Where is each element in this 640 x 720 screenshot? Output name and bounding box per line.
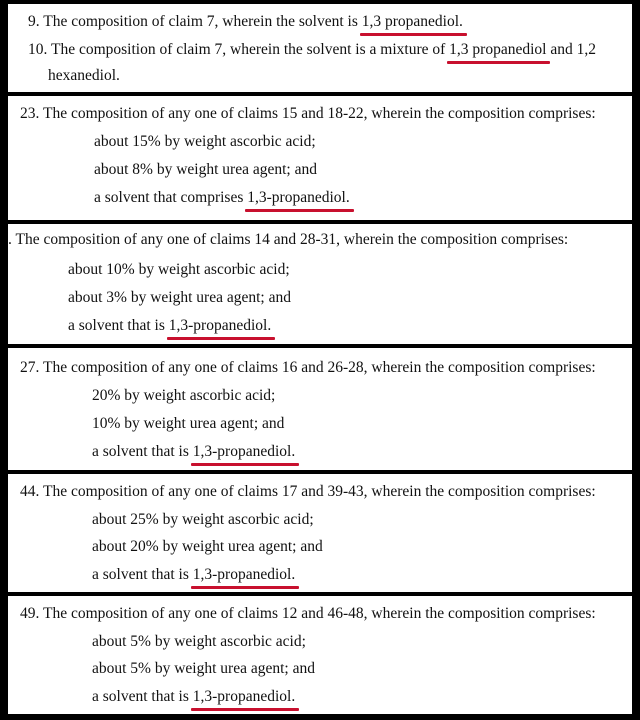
- claim-text: 20% by weight ascorbic acid;: [92, 387, 276, 404]
- claim-heading: [20, 358, 596, 378]
- claim-text: hexanediol.: [48, 67, 120, 84]
- claim-10-line: [28, 40, 596, 60]
- ascorbic-acid-line: [68, 260, 290, 280]
- ascorbic-acid-line: [94, 132, 316, 152]
- propanediol-highlight: 1,3-propanediol.: [168, 317, 272, 334]
- claim-text: about 3% by weight urea agent; and: [68, 289, 291, 306]
- claim-text: about 10% by weight ascorbic acid;: [68, 261, 290, 278]
- claim-heading-text: 27. The composition of any one of claims 16 and 26-28, wherein the composition comprises:: [20, 359, 596, 376]
- claim-text: 10% by weight urea agent; and: [92, 415, 285, 432]
- claims-9-10-panel: [8, 4, 632, 92]
- claim-text: about 15% by weight ascorbic acid;: [94, 133, 316, 150]
- claim-text: 9. The composition of claim 7, wherein the solvent is: [28, 13, 362, 30]
- urea-line: [68, 288, 291, 308]
- solvent-line: [94, 188, 350, 208]
- claim-text: about 5% by weight ascorbic acid;: [92, 633, 306, 650]
- claim-49-panel: [8, 596, 632, 714]
- propanediol-highlight: 1,3-propanediol.: [192, 443, 296, 460]
- urea-line: [92, 414, 284, 434]
- claim-heading: [8, 230, 568, 250]
- claim-heading: [20, 104, 596, 124]
- claim-10-continuation: [48, 66, 120, 86]
- propanediol-highlight: 1,3-propanediol.: [192, 566, 296, 583]
- claim-23-panel: [8, 96, 632, 220]
- claim-text: about 20% by weight urea agent; and: [92, 538, 323, 555]
- claim-heading: [20, 482, 596, 502]
- claim-panel-truncated-number: [8, 224, 632, 344]
- solvent-line: [68, 316, 271, 336]
- claim-heading: [20, 604, 596, 624]
- claim-text: a solvent that is: [92, 566, 193, 583]
- claim-text: 10. The composition of claim 7, wherein the solvent is a mixture of: [28, 41, 450, 58]
- solvent-line: [92, 687, 295, 707]
- claim-text-tail: and 1,2: [546, 41, 596, 58]
- solvent-line: [92, 565, 295, 585]
- ascorbic-acid-line: [92, 632, 306, 652]
- claim-text: a solvent that is: [68, 317, 169, 334]
- urea-line: [94, 160, 317, 180]
- claim-heading-text: . The composition of any one of claims 14 and 28-31, wherein the composition comprises:: [8, 231, 569, 248]
- propanediol-highlight: 1,3 propanediol: [449, 41, 547, 58]
- claim-heading-text: 49. The composition of any one of claims 12 and 46-48, wherein the composition comprises:: [20, 605, 596, 622]
- claim-text: a solvent that comprises: [94, 189, 248, 206]
- claim-heading-text: 23. The composition of any one of claims 15 and 18-22, wherein the composition comprises:: [20, 105, 596, 122]
- claim-text: a solvent that is: [92, 688, 193, 705]
- urea-line: [92, 537, 323, 557]
- claim-text: a solvent that is: [92, 443, 193, 460]
- propanediol-highlight: 1,3-propanediol.: [192, 688, 296, 705]
- claim-text: about 25% by weight ascorbic acid;: [92, 511, 314, 528]
- claim-44-panel: [8, 474, 632, 592]
- solvent-line: [92, 442, 295, 462]
- claim-27-panel: [8, 348, 632, 470]
- urea-line: [92, 659, 315, 679]
- claim-9-line: [28, 12, 463, 32]
- propanediol-highlight: 1,3 propanediol.: [361, 13, 463, 30]
- claim-heading-text: 44. The composition of any one of claims 17 and 39-43, wherein the composition comprises:: [20, 483, 596, 500]
- ascorbic-acid-line: [92, 386, 275, 406]
- propanediol-highlight: 1,3-propanediol.: [247, 189, 350, 206]
- claim-text: about 5% by weight urea agent; and: [92, 660, 315, 677]
- claim-text: about 8% by weight urea agent; and: [94, 161, 317, 178]
- ascorbic-acid-line: [92, 510, 314, 530]
